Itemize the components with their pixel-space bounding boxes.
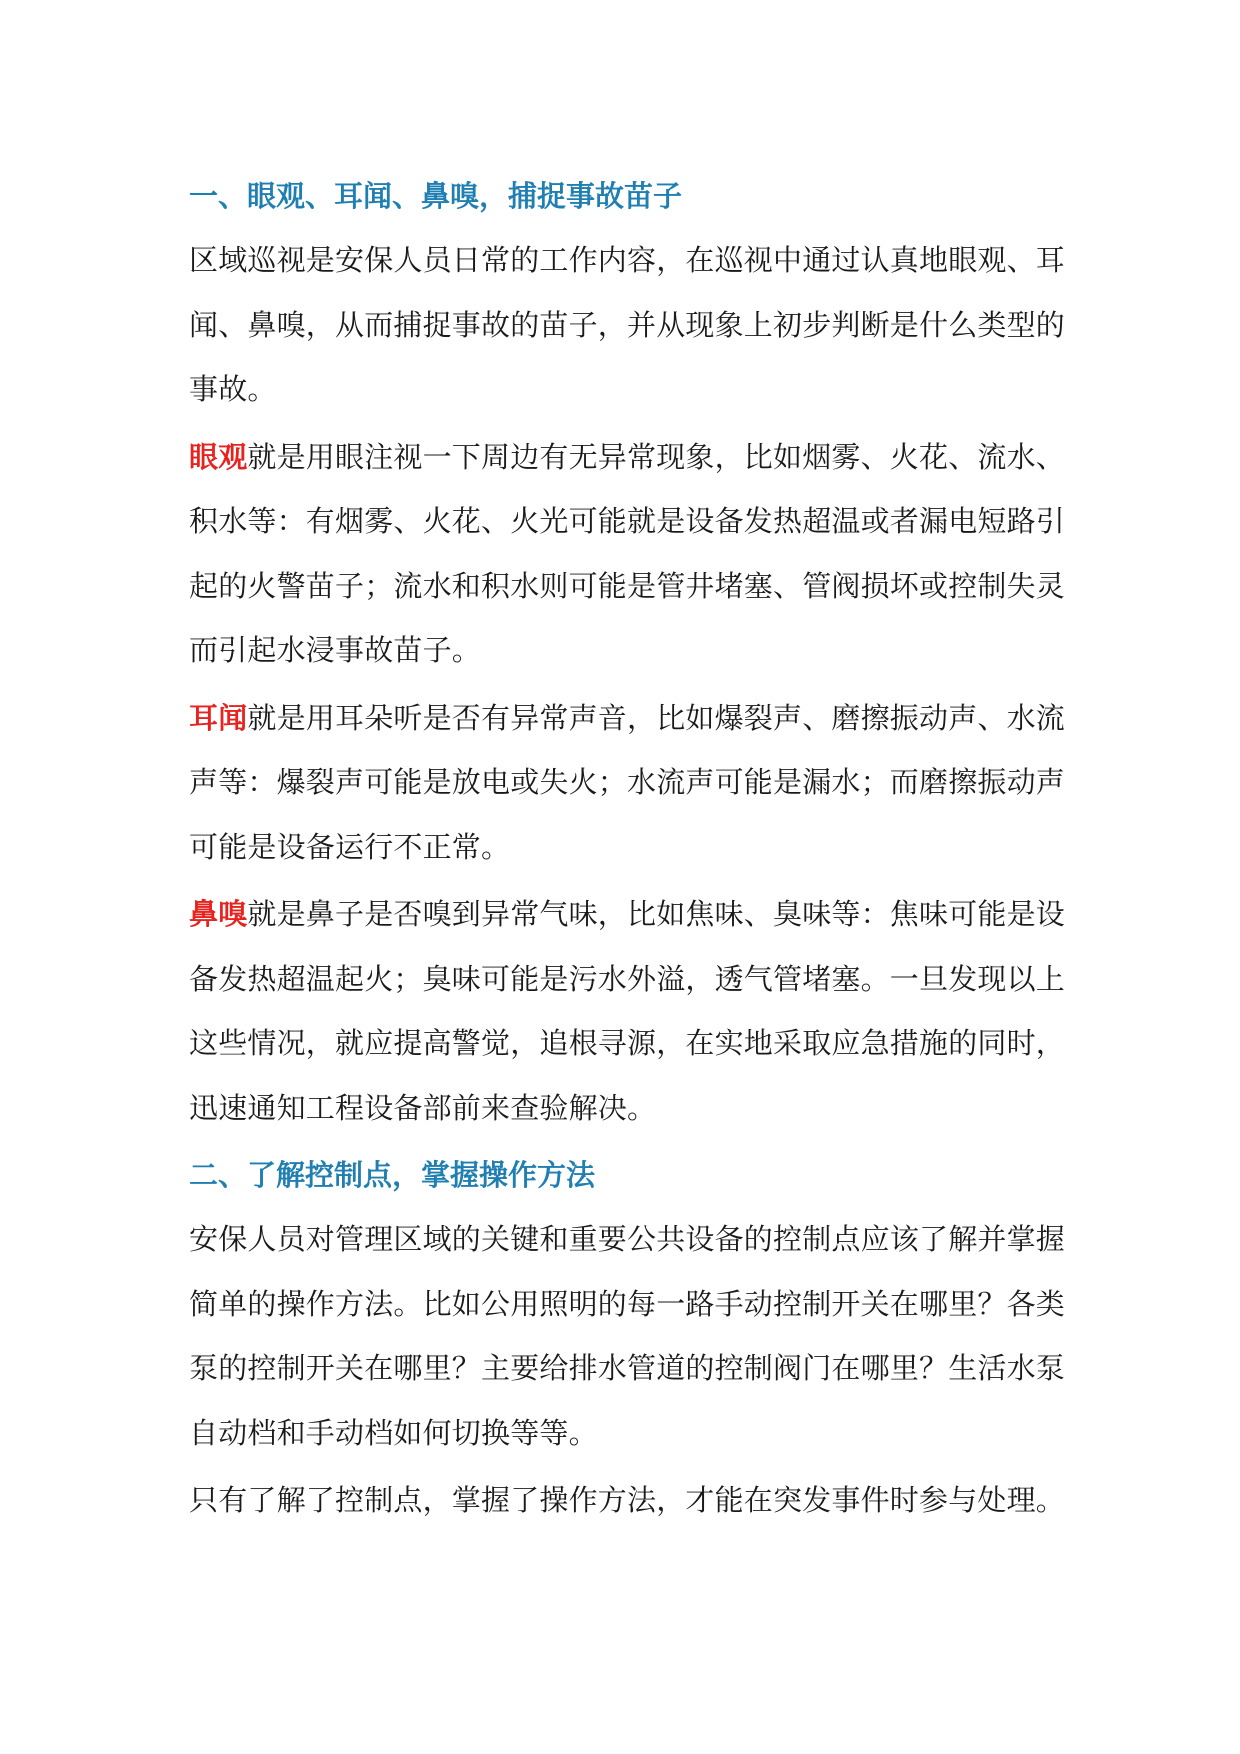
item-nose-paragraph	[189, 882, 1069, 1140]
item-ear-text: 就是用耳朵听是否有异常声音，比如爆裂声、磨擦振动声、水流声等：爆裂声可能是放电或失火；水流声可能是漏水；而磨擦振动声可能是设备运行不正常。	[189, 700, 1066, 864]
item-eye-paragraph	[189, 425, 1069, 683]
item-ear-paragraph	[189, 686, 1069, 880]
section-2-paragraph-2: 只有了解了控制点，掌握了操作方法，才能在突发事件时参与处理。	[189, 1483, 1066, 1517]
section-1-heading: 一、眼观、耳闻、鼻嗅，捕捉事故苗子	[189, 179, 683, 213]
section-2-heading: 二、了解控制点，掌握操作方法	[189, 1158, 596, 1192]
keyword-ear: 耳闻	[189, 700, 248, 735]
section-2-paragraph-1: 安保人员对管理区域的关键和重要公共设备的控制点应该了解并掌握简单的操作方法。比如公用照明的每一路手动控制开关在哪里？各类泵的控制开关在哪里？主要给排水管道的控制阀门在哪里？生活水泵自动档和手动档如何切换等等。	[189, 1222, 1066, 1450]
keyword-eye: 眼观	[189, 439, 248, 474]
item-eye-text: 就是用眼注视一下周边有无异常现象，比如烟雾、火花、流水、积水等：有烟雾、火花、火光可能就是设备发热超温或者漏电短路引起的火警苗子；流水和积水则可能是管井堵塞、管阀损坏或控制失灵而引起水浸事故苗子。	[189, 439, 1066, 667]
keyword-nose: 鼻嗅	[189, 897, 248, 931]
section-1-intro: 区域巡视是安保人员日常的工作内容，在巡视中通过认真地眼观、耳闻、鼻嗅，从而捕捉事故的苗子，并从现象上初步判断是什么类型的事故。	[189, 243, 1066, 406]
document-page	[189, 164, 1069, 1536]
item-nose-text: 就是鼻子是否嗅到异常气味，比如焦味、臭味等：焦味可能是设备发热超温起火；臭味可能是污水外溢，透气管堵塞。一旦发现以上这些情况，就应提高警觉，追根寻源，在实地采取应急措施的同时，迅速通知工程设备部前来查验解决。	[189, 897, 1066, 1125]
